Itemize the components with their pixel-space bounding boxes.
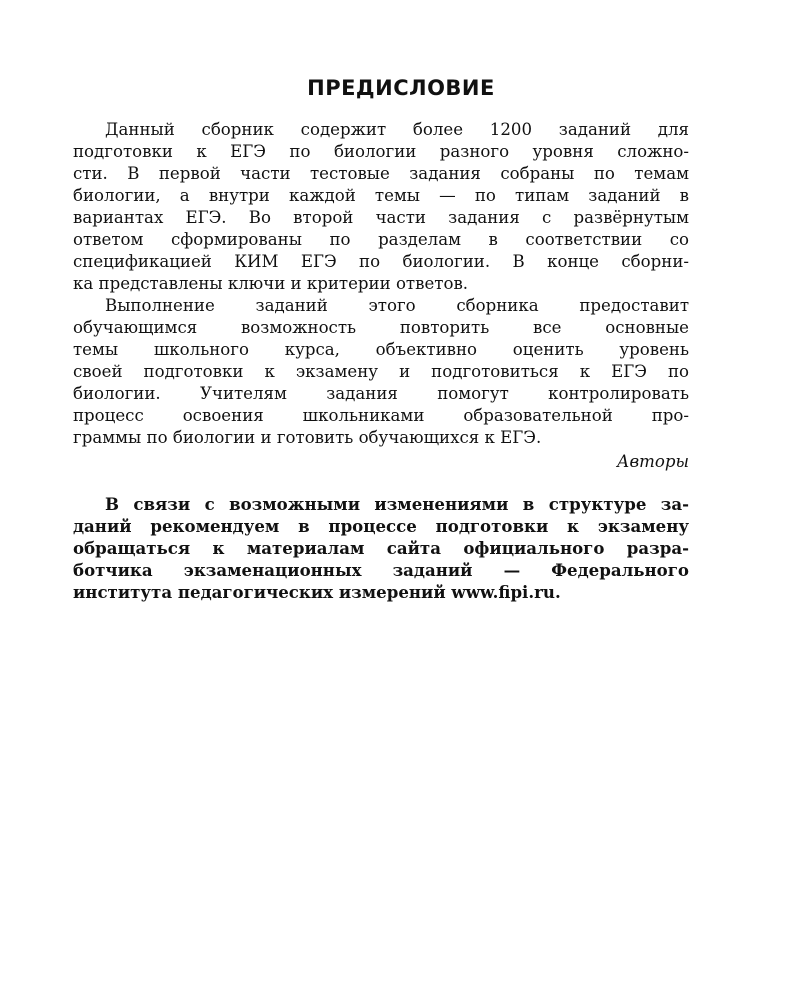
text-line: обучающимся возможность повторить все основные [73, 318, 689, 337]
notice-line: ботчика экзаменационных заданий — Федерального [73, 560, 689, 580]
authors-signature: Авторы [616, 452, 689, 471]
text-line: сти. В первой части тестовые задания собраны по темам [73, 164, 689, 183]
text-line: ответом сформированы по разделам в соответствии со [73, 230, 689, 249]
text-line: биологии, а внутри каждой темы — по типам заданий в [73, 186, 689, 205]
text-line: вариантах ЕГЭ. Во второй части задания с развёрнутым [73, 208, 689, 227]
text-line: спецификацией КИМ ЕГЭ по биологии. В конце сборни- [73, 252, 689, 271]
text-line: подготовки к ЕГЭ по биологии разного уровня сложно- [73, 142, 689, 161]
text-line: граммы по биологии и готовить обучающихся к ЕГЭ. [73, 428, 542, 447]
page-title: ПРЕДИСЛОВИЕ [307, 76, 495, 100]
notice-line: института педагогических измерений www.fipi.ru. [73, 582, 561, 602]
text-line: Данный сборник содержит более 1200 заданий для [105, 120, 689, 139]
paragraph-purpose [73, 295, 689, 449]
notice-line: обращаться к материалам сайта официального разра- [73, 538, 689, 558]
paragraph-intro [73, 119, 689, 295]
text-line: темы школьного курса, объективно оценить уровень [73, 340, 689, 359]
text-line: Выполнение заданий этого сборника предоставит [105, 296, 689, 315]
text-line: своей подготовки к экзамену и подготовиться к ЕГЭ по [73, 362, 689, 381]
text-line: биологии. Учителям задания помогут контролировать [73, 384, 689, 403]
notice-line: даний рекомендуем в процессе подготовки к экзамену [73, 516, 689, 536]
text-line: процесс освоения школьниками образовательной про- [73, 406, 689, 425]
preface-page [73, 76, 689, 603]
text-line: ка представлены ключи и критерии ответов. [73, 274, 469, 293]
notice-paragraph [73, 493, 689, 603]
notice-line: В связи с возможными изменениями в структуре за- [105, 494, 689, 514]
